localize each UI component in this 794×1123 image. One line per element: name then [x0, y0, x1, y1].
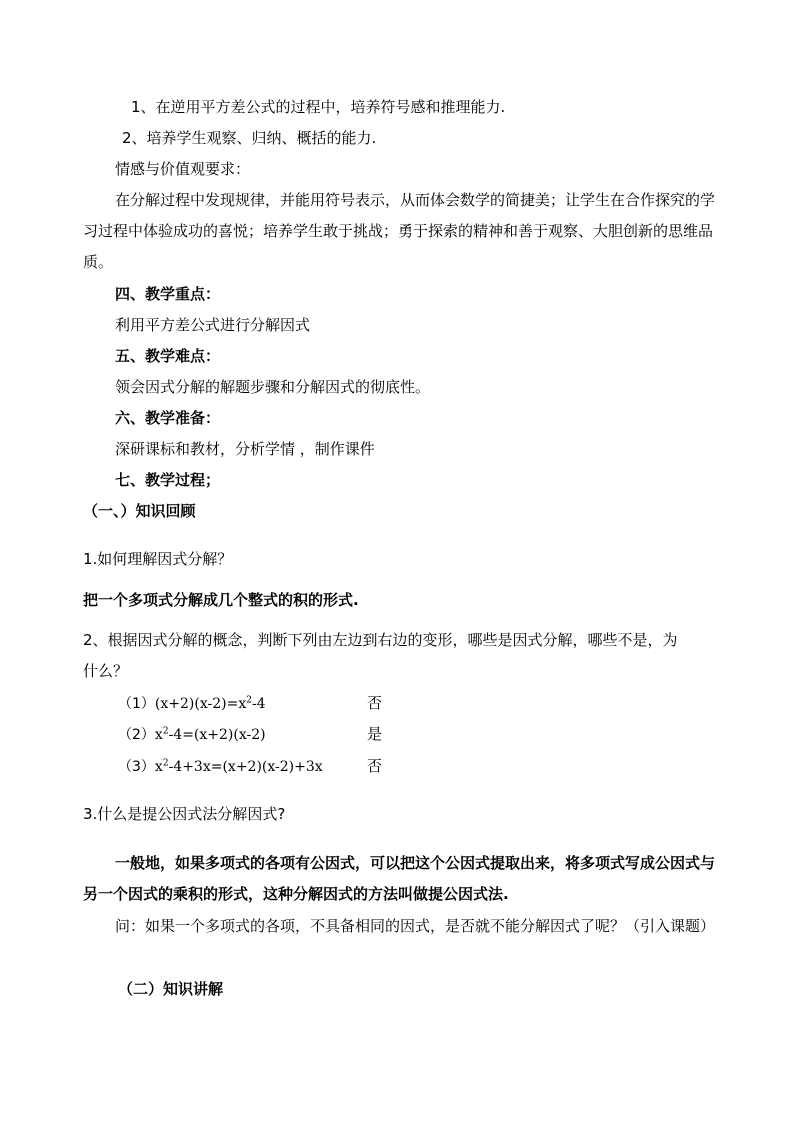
process-heading: 七、教学过程； — [115, 471, 221, 489]
prep-text: 深研课标和教材，分析学情 ，制作课件 — [115, 440, 375, 458]
example-3-verdict: 否 — [367, 757, 383, 775]
example-expression: $x^2-4+3x=(x+2)(x-2)+3x$ — [154, 758, 323, 775]
difficulty-heading: 五、教学难点： — [115, 347, 221, 365]
key-points-heading: 四、教学重点： — [115, 285, 221, 303]
answer-1: 把一个多项式分解成几个整式的积的形式. — [83, 591, 359, 609]
answer-3: 一般地，如果多项式的各项有公因式，可以把这个公因式提取出来，将多项式写成公因式与另一个因式的乘积的形式，这种分解因式的方法叫做提公因式法. — [83, 854, 716, 903]
intro-question: 问：如果一个多项式的各项，不具备相同的因式，是否就不能分解因式了呢？（引入课题） — [115, 917, 716, 935]
question-1: 1.如何理解因式分解？ — [83, 550, 233, 568]
ability-item-1: 1、在逆用平方差公式的过程中，培养符号感和推理能力. — [131, 98, 506, 116]
example-number: （3） — [118, 759, 155, 775]
question-2-line-2: 什么？ — [83, 662, 129, 680]
example-number: （2） — [118, 727, 155, 743]
lecture-heading: （二）知识讲解 — [118, 980, 224, 998]
difficulty-text: 领会因式分解的解题步骤和分解因式的彻底性。 — [115, 378, 431, 396]
example-expression: $(x+2)(x-2)=x^2-4$ — [154, 695, 266, 712]
example-number: （1） — [118, 696, 155, 712]
prep-heading: 六、教学准备： — [115, 409, 221, 427]
example-1-verdict: 否 — [367, 694, 383, 712]
review-heading: （一、）知识回顾 — [83, 502, 196, 520]
key-points-text: 利用平方差公式进行分解因式 — [115, 316, 311, 334]
emotion-heading: 情感与价值观要求： — [115, 160, 251, 178]
question-3: 3.什么是提公因式法分解因式? — [83, 805, 286, 823]
example-2-verdict: 是 — [367, 725, 383, 743]
example-2 — [118, 724, 266, 745]
example-1 — [118, 693, 266, 714]
ability-item-2: 2、培养学生观察、归纳、概括的能力. — [122, 129, 377, 147]
example-3 — [118, 756, 323, 777]
emotion-paragraph: 在分解过程中发现规律，并能用符号表示，从而体会数学的简捷美；让学生在合作探究的学习过程中体验成功的喜悦；培养学生敢于挑战；勇于探索的精神和善于观察、大胆创新的思维品质。 — [83, 191, 716, 271]
example-expression: $x^2-4=(x+2)(x-2)$ — [154, 726, 266, 743]
question-2-line-1: 2、根据因式分解的概念，判断下列由左边到右边的变形，哪些是因式分解，哪些不是，为 — [83, 631, 678, 649]
